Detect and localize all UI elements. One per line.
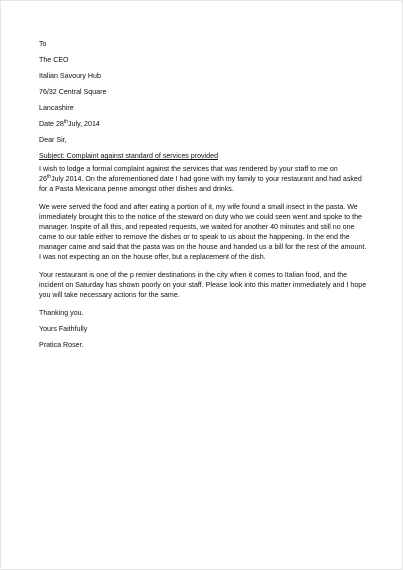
date-prefix: Date 28 [39, 120, 64, 128]
date-ordinal: th [63, 119, 69, 125]
paragraph-1 [39, 164, 369, 194]
paragraph-1-line1: I wish to lodge a formal complaint against the services that was rendered by your staff to me on [39, 165, 338, 173]
to-label: To [39, 40, 47, 48]
paragraph-2: We were served the food and after eating a portion of it, my wife found a small insect in the pasta. We immediately brought this to the notice of the steward on duty who we could seen went and spoke to the manager. Inspite of all this, and repeated requests, we waited for another 40 minutes and still no one came to our table either to remove the dishes or to speak to us about the happening. In the end the manager came and said that the pasta was on the house and handed us a bill for the rest of the amount. I was not expecting an on the house offer, but a replacement of the dish. [39, 203, 367, 261]
letter-body [39, 39, 369, 350]
date-suffix: July, 2014 [68, 120, 100, 128]
signature-name: Pratica Roser. [39, 341, 84, 349]
paragraph-1-rest: July 2014. On the aforementioned date I had gone with my family to your restaurant and had asked for a Pasta Mexicana penne amongst other dishes and drinks. [39, 175, 362, 193]
paragraph-3: Your restaurant is one of the p remier destinations in the city when it comes to Italian food, and the incident on Saturday has shown poorly on your staff. Please look into this matter immediately and I hope you will take necessary actions for the same. [39, 271, 367, 299]
address-line: 76/32 Central Square [39, 88, 107, 96]
thanks-line: Thanking you. [39, 309, 84, 317]
date-line [39, 119, 369, 129]
recipient: The CEO [39, 56, 69, 64]
county-line: Lancashire [39, 104, 74, 112]
paragraph-1-day: 26 [39, 175, 47, 183]
subject-line: Subject: Complaint against standard of services provided [39, 152, 219, 160]
salutation: Dear Sir, [39, 136, 67, 144]
company-name: Italian Savoury Hub [39, 72, 101, 80]
closing-line: Yours Faithfully [39, 325, 88, 333]
paragraph-1-ordinal: th [46, 174, 52, 180]
